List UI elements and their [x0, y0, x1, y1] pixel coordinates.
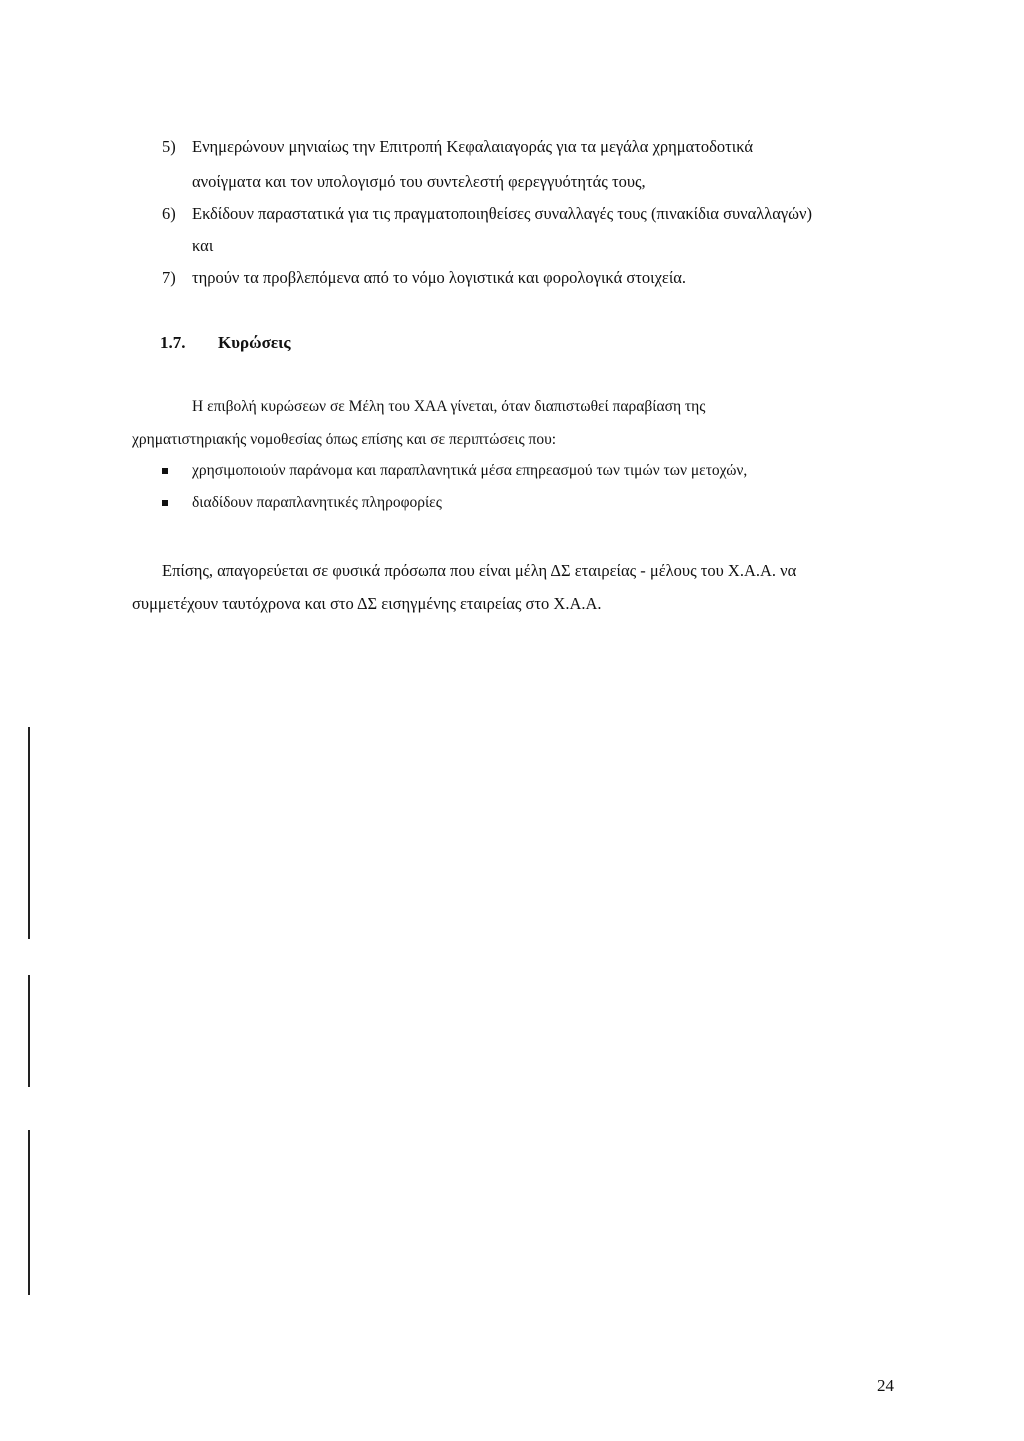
item-6-line-2: και [192, 236, 214, 255]
section-title: Κυρώσεις [218, 333, 291, 352]
bullet-marker [162, 500, 168, 506]
item-6-number: 6) [162, 204, 176, 223]
item-6-line-1: Εκδίδουν παραστατικά για τις πραγματοποιηθείσες συναλλαγές τους (πινακίδια συναλλαγών) [192, 204, 812, 223]
paragraph-1-line-1: Η επιβολή κυρώσεων σε Μέλη του ΧΑΑ γίνεται, όταν διαπιστωθεί παραβίαση της [192, 398, 706, 415]
paragraph-1-line-2: χρηματιστηριακής νομοθεσίας όπως επίσης και σε περιπτώσεις που: [132, 431, 557, 448]
item-7-line-1: τηρούν τα προβλεπόμενα από το νόμο λογιστικά και φορολογικά στοιχεία. [192, 268, 687, 287]
margin-line [28, 975, 30, 1087]
bullet-item-2: διαδίδουν παραπλανητικές πληροφορίες [192, 494, 442, 511]
item-5-number: 5) [162, 137, 176, 156]
paragraph-2-line-1: Επίσης, απαγορεύεται σε φυσικά πρόσωπα που είναι μέλη ΔΣ εταιρείας - μέλους του Χ.Α.Α. να [162, 561, 797, 580]
item-5-line-1: Ενημερώνουν μηνιαίως την Επιτροπή Κεφαλαιαγοράς για τα μεγάλα χρηματοδοτικά [192, 137, 754, 156]
bullet-marker [162, 468, 168, 474]
page-number: 24 [877, 1376, 894, 1395]
item-5-line-2: ανοίγματα και τον υπολογισμό του συντελεστή φερεγγυότητάς τους, [192, 172, 646, 191]
section-number: 1.7. [160, 333, 186, 352]
margin-line [28, 1130, 30, 1295]
bullet-item-1: χρησιμοποιούν παράνομα και παραπλανητικά μέσα επηρεασμού των τιμών των μετοχών, [192, 462, 748, 479]
item-7-number: 7) [162, 268, 176, 287]
paragraph-2-line-2: συμμετέχουν ταυτόχρονα και στο ΔΣ εισηγμένης εταιρείας στο Χ.Α.Α. [132, 594, 602, 613]
margin-line [28, 727, 30, 939]
